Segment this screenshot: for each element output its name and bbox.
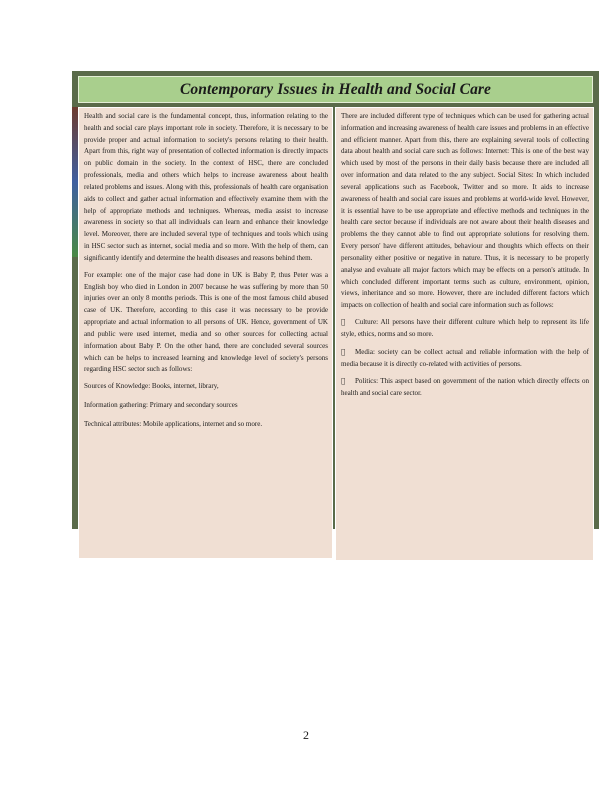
techniques-paragraph: There are included different type of techniques which can be used for gathering actual information and increasing awareness of health care issues and problems in an effective and efficient manner. Apart from this, there are explaining several tools of collecting data about health and social care such as follows: Internet: This is one of the best way which used by most of the persons in their daily basis because there are included all over information and data related to the any subject. Social Sites: In which included several applications such as Facebook, Twitter and so more. It aids to increase awareness of health and social care issues and problems at world-wide level. However, it is essential have to be use appropriate and effective methods and techniques in the health care sector because if individuals are not aware about their health diseases and problems the they cannot able to find out appropriate solutions for resolving them. Every person' have different attitudes, behaviour and thoughts which effects on their personality either positive or negative in nature. Thus, it is necessary to be properly analyse and evaluate all major factors which may be effects on a person's attitude. In which concluded different important terms such as culture, environment, opinion, views, inheritance and so more. However, there are included different factors which impacts on collection of health and social care information such as follows: [341,112,589,310]
right-panel [335,107,594,561]
information-gathering: Information gathering: Primary and secondary sources [84,401,238,410]
bullet-icon [341,376,355,388]
technical-attributes: Technical attributes: Mobile applications, internet and so more. [84,419,263,428]
poster [72,71,599,529]
bullet-icon [341,347,355,359]
title-banner [78,76,593,103]
left-panel [78,107,333,559]
example-paragraph: For example: one of the major case had done in UK is Baby P, thus Peter was a English boy who died in London in 2007 because he was suffering by more than 50 injuries over an only 8 months periods. This is one of the most famous child abused case of UK. Therefore, according to this case it was necessary to be provide appropriate and actual information to all persons of UK. Hence, government of UK and public were used internet, media and so other sources for collecting actual information about Baby P. On the other hand, there are concluded several sources which can be helps to increased learning and knowledge level of society's persons regarding HSC sector such as follows: [84,270,328,374]
bullet-media [341,347,589,371]
bullet-politics [341,376,589,400]
bullet-text: Media: society can be collect actual and reliable information with the help of media because it is directly co-related with activities of persons. [341,347,589,368]
bullet-text: Culture: All persons have their different culture which help to represent its life style, ethics, norms and so more. [341,318,589,338]
intro-paragraph: Health and social care is the fundamental concept, thus, information relating to the health and social care plays important role in society. Therefore, it is necessary to be provide proper and actual information to society's persons relating to their health. Apart from this, right way of presentation of collected information is directly impacts on public domain in the society. In the context of HSC, there are concluded professionals, media and others which helps to increase awareness about health related problems and issues. Along with this, professionals of health care organisation aids to collect and gather actual information and effectively examine them with the help of appropriate methods and techniques. Whereas, media assist to increase awareness in society so that all individuals can learn and enhance their knowledge level. Moreover, there are included several type of techniques and tools which using in HSC sector such as internet, social media and so more. With the help of them, can significantly identify and determine the health diseases and reasons behind them. [84,112,328,262]
page-number: 2 [303,728,309,742]
sources-of-knowledge: Sources of Knowledge: Books, internet, library, [84,382,219,391]
bullet-culture [341,317,589,341]
bullet-text: Politics: This aspect based on government of the nation which directly effects on health and social care sector. [341,377,589,398]
bullet-icon [341,317,355,329]
poster-title: Contemporary Issues in Health and Social Care [179,80,492,98]
